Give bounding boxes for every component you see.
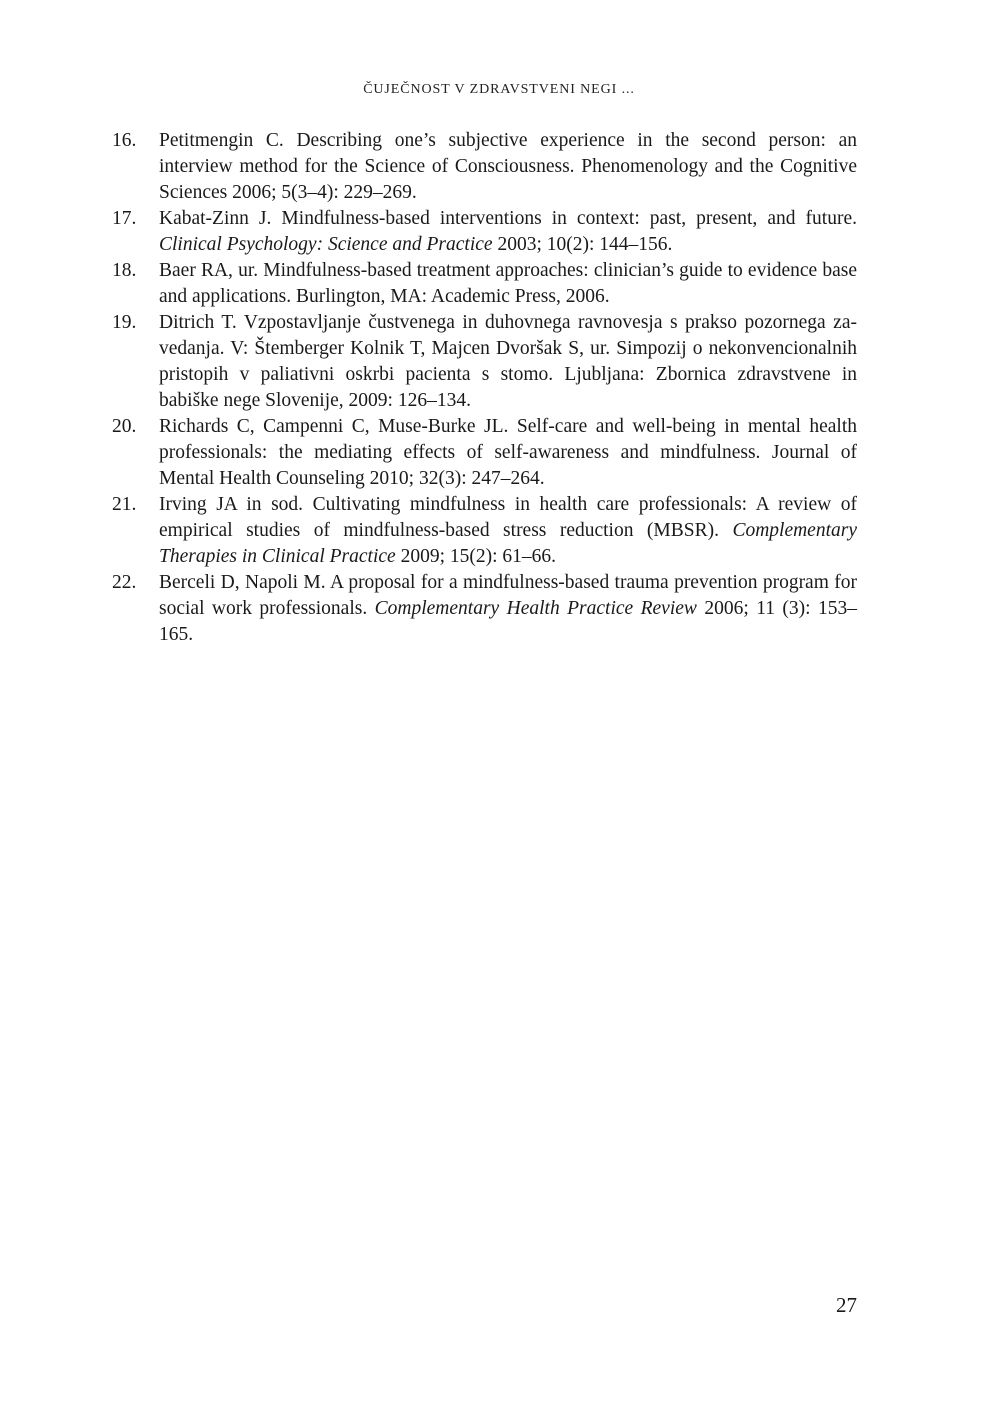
reference-item [112,492,857,570]
reference-item [112,570,857,648]
page-number: 27 [836,1293,857,1317]
reference-text [159,310,857,414]
reference-text [159,206,857,258]
reference-number: 20. [112,416,137,437]
reference-text-segment: Kabat-Zinn J. Mindfulness-based interventions in context: past, present, and future. [159,208,857,229]
reference-text [159,258,857,310]
reference-number: 17. [112,208,137,229]
reference-text-segment: Berceli D, Napoli M. A proposal for a mindfulness-based trauma prevention program for social work professionals. [159,572,857,619]
reference-number: 21. [112,494,137,515]
reference-text-segment: Petitmengin C. Describing one’s subjective experience in the second person: an interview method for the Science of Consciousness. Phenomenology and the Cognitive Sciences 2006; 5(3–4): 229–269. [159,130,857,203]
reference-item [112,414,857,492]
reference-text [159,414,857,492]
reference-text-segment: 2006; 11 (3): 153–165. [159,598,857,645]
journal-title: Complementary Health Practice Review [374,598,697,619]
reference-number: 18. [112,260,137,281]
reference-text-segment: Irving JA in sod. Cultivating mindfulness in health care professionals: A review of empirical studies of mindfulness-based stress reduction (MBSR). [159,494,857,541]
reference-text-segment: Ditrich T. Vzpostavljanje čustvenega in duhovnega ravnovesja s prakso pozornega zavedanja. V: Štemberger Kolnik T, Majcen Dvoršak S, ur. Simpozij o nekonvencionalnih pristopih v paliativni oskrbi pacienta s stomo. Ljubljana: Zbornica zdravstvene in babiške nege Slovenije, 2009: 126–134. [159,312,857,411]
reference-text-segment: 2009; 15(2): 61–66. [395,546,557,567]
reference-text [159,492,857,570]
reference-number: 22. [112,572,137,593]
reference-number: 16. [112,130,137,151]
reference-text [159,128,857,206]
reference-text-segment: Richards C, Campenni C, Muse-Burke JL. Self-care and well-being in mental health professionals: the mediating effects of self-awareness and mindfulness. Journal of Mental Health Counseling 2010; 32(3): 247–264. [159,416,857,489]
reference-list [112,128,857,648]
reference-text-segment: 2003; 10(2): 144–156. [492,234,673,255]
reference-text [159,570,857,648]
journal-title: Complementary Therapies in Clinical Practice [159,520,857,567]
reference-text-segment: Baer RA, ur. Mindfulness-based treatment approaches: clinician’s guide to evidence base and applications. Burlington, MA: Academic Press, 2006. [159,260,857,307]
reference-number: 19. [112,312,137,333]
reference-item [112,258,857,310]
journal-title: Clinical Psychology: Science and Practice [159,234,493,255]
reference-item [112,128,857,206]
running-header: ČUJEČNOST V ZDRAVSTVENI NEGI ... [363,82,635,97]
reference-item [112,206,857,258]
reference-item [112,310,857,414]
